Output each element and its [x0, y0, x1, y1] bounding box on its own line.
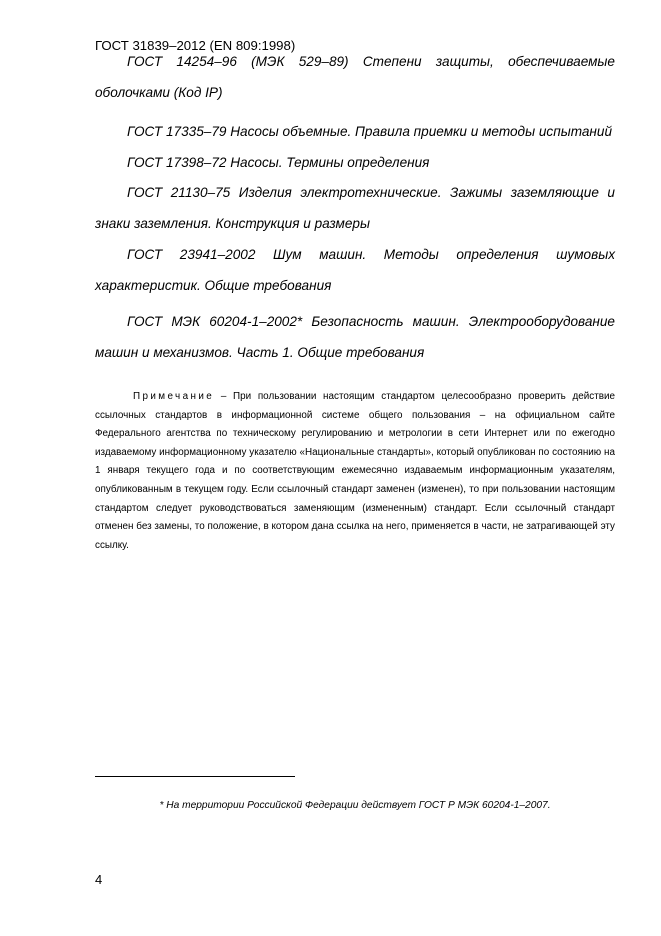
reference-gost-17398: ГОСТ 17398–72 Насосы. Термины определения	[127, 155, 430, 170]
footnote-separator	[95, 776, 295, 777]
reference-gost-iec-60204: ГОСТ МЭК 60204-1–2002* Безопасность машин. Электрооборудование машин и механизмов. Часть 1. Общие требования	[95, 314, 615, 360]
note-text: – При пользовании настоящим стандартом целесообразно проверить действие ссылочных стандартов в информационной системе общего пользования – на официальном сайте Федерального агентства по техническому регулированию и метрологии в сети Интернет или по ежегодно издаваемому информационному указателю «Национальные стандарты», который опубликован по состоянию на 1 января текущего года и по соответствующим ежемесячно издаваемым информационным указателям, опубликованным в текущем году. Если ссылочный стандарт заменен (изменен), то при пользовании настоящим стандартом следует руководствоваться заменяющим (измененным) стандарт. Если ссылочный стандарт отменен без замены, то положение, в котором дана ссылка на него, применяется в части, не затрагивающей эту ссылку.	[95, 391, 615, 551]
reference-gost-21130: ГОСТ 21130–75 Изделия электротехнические. Зажимы заземляющие и знаки заземления. Конструкция и размеры	[95, 185, 615, 231]
page-number: 4	[95, 872, 103, 887]
document-header: ГОСТ 31839–2012 (EN 809:1998)	[95, 38, 296, 53]
reference-gost-14254: ГОСТ 14254–96 (МЭК 529–89) Степени защиты, обеспечиваемые оболочками (Код IP)	[95, 54, 615, 100]
note-label: Примечание	[133, 391, 215, 402]
footnote: * На территории Российской Федерации действует ГОСТ Р МЭК 60204-1–2007.	[159, 800, 551, 811]
reference-gost-23941: ГОСТ 23941–2002 Шум машин. Методы определения шумовых характеристик. Общие требования	[95, 247, 615, 293]
reference-gost-17335: ГОСТ 17335–79 Насосы объемные. Правила приемки и методы испытаний	[127, 124, 613, 139]
note-paragraph	[95, 388, 615, 555]
